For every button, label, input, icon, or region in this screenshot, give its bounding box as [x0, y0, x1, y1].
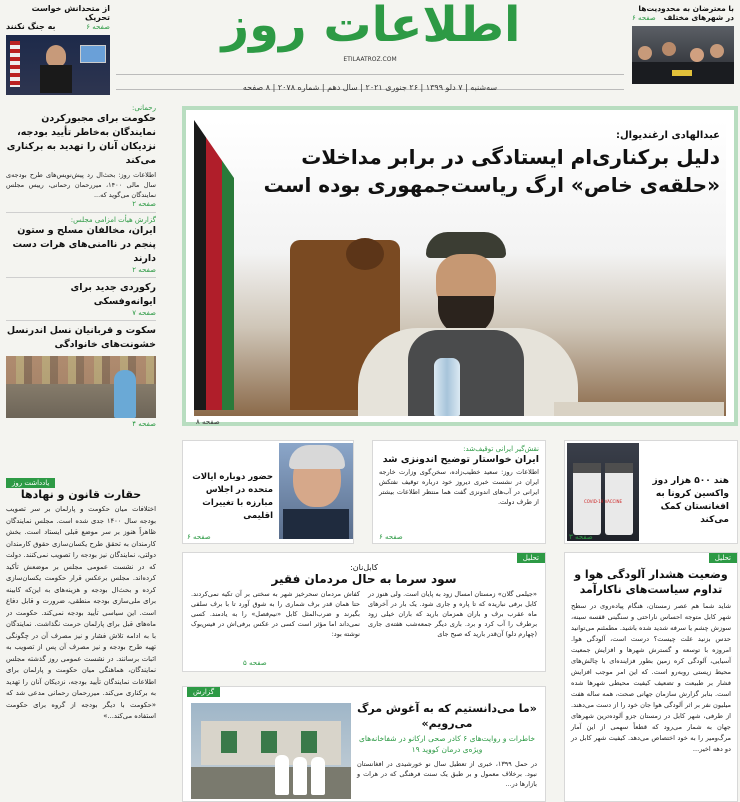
sidebar-story-4[interactable]: [6, 324, 156, 428]
s1-title: حکومت برای مجبورکردن نمایندگان به‌خاطر تأیید بودجه، نزدیکان آنان را تهدید به برکناری می‌کند: [6, 113, 156, 166]
masthead: [0, 0, 740, 100]
vaccine-photo: [567, 443, 639, 541]
left-teaser-title: از متحدانش خواست تحریک: [31, 4, 110, 22]
pollution-title: وضعیت هشدار آلودگی هوا و تداوم سیاست‌های ناکارآمد: [574, 568, 728, 596]
poverty-body-right: «جیلمی گلان» زمستان امسال زود به پایان است. ولی هنوز در کابل برفی نباریده که تا پاره و جاری شود. یک بار در آخرهای ماه عقرب برف و باران همزمان بارید که باران خیلی زود برطرف را آب کرد و برد. باری دیگر جمعه‌شب هفته‌ی جاری (چهارم دلو) آن‌قدر بارید که صبح جای: [368, 590, 537, 638]
covid-story[interactable]: [182, 686, 546, 802]
editorial[interactable]: [6, 478, 156, 802]
divider: [6, 277, 156, 278]
water-bottle: [434, 358, 460, 416]
right-teaser[interactable]: [632, 4, 734, 84]
site-domain[interactable]: ETILAATROZ.COM: [343, 56, 397, 63]
lead-headline-2-overlay: «حلقه‌ی خاص» ارگ ریاست‌جمهوری بوده است: [263, 173, 720, 197]
iran-title: ایران خواستار توضیح اندونزی شد: [382, 454, 539, 465]
sidebar-story-3[interactable]: [6, 281, 156, 317]
poverty-title: سود سرما به حال مردمان فقیر: [271, 572, 457, 586]
vaccine-ref: صفحه ۳: [569, 533, 593, 541]
lead-ref: صفحه ۸: [196, 418, 220, 426]
divider: [6, 320, 156, 321]
left-teaser-title2: به جنگ نکنند: [6, 22, 56, 31]
lead-headline-1-overlay: دلیل برکناری‌ام ایستادگی در برابر مداخلات: [301, 145, 720, 169]
lead-kicker-overlay: عبدالهادی ارغندیوال:: [615, 130, 720, 141]
kerry-ref: صفحه ۶: [187, 533, 211, 541]
poverty-body-left: کفاش مردمان سحرخیز شهر به سختی بر آن تکیه نمی‌کردند. حتا همان قدر برف شماری را به شوق آورد تا با برف سلفی بگیرند و ضرب‌المثل کابل «نیم‌فصل» را به یادمند. کسی نمی‌داند اما مؤثر است کسی در عکس برفی‌اش در فیس‌بوک نوشته بود:: [191, 590, 360, 638]
s1-ref: صفحه ۲: [132, 200, 156, 208]
covid-body: در حمل ۱۳۹۹، خبری از تعطیل سال نو خورشیدی در افغانستان نبود. برخلاف معمول و بر طبق یک سنت فرهنگی که در هرات و بازارها در...: [357, 760, 537, 788]
pollution-story[interactable]: [564, 552, 738, 802]
lead-headline-overlay: [250, 130, 720, 199]
issue-bar: [116, 74, 624, 90]
sidebar: [6, 104, 156, 474]
iran-kicker: نقش‌گیر ایرانی توقیف‌شد:: [463, 445, 539, 453]
poverty-story[interactable]: [182, 552, 546, 672]
right-teaser-title: با معترضان به محدودیت‌ها: [638, 4, 734, 13]
sidebar-story-1[interactable]: [6, 104, 156, 208]
logo[interactable]: [186, 0, 556, 56]
issue-line: سه‌شنبه | ۷ دلو ۱۳۹۹ | ۲۶ جنوری ۲۰۲۱ | سال دهم | شماره ۲۰۷۸ | ۸ صفحه: [242, 83, 498, 92]
iran-ref: صفحه ۶: [379, 533, 403, 541]
logo-text: اطلاعات روز: [221, 0, 521, 53]
kerry-photo: [279, 443, 353, 539]
s3-ref: صفحه ۷: [132, 309, 156, 317]
poverty-kicker: کابل‌نان:: [350, 563, 378, 572]
s3-title: رکوردی جدید برای ایوانه‌وفسکی: [70, 282, 156, 307]
covid-photo: [191, 703, 351, 799]
sidebar-story-2[interactable]: [6, 216, 156, 274]
left-teaser[interactable]: [6, 4, 110, 95]
kerry-title: حضور دوباره ایالات متحده در اجلاس مبارزه با تغییرات اقلیمی: [192, 472, 273, 521]
covid-tag: گزارش: [187, 687, 220, 697]
lead-story[interactable]: [182, 106, 738, 426]
vaccine-title: هند ۵۰۰ هزار دوز واکسین کرونا به افغانستان کمک می‌کند: [652, 476, 729, 525]
s4-ref: صفحه ۴: [132, 420, 156, 428]
pollution-body: شاید شما هم عصر زمستان، هنگام پیاده‌روی در سطح شهر کابل متوجه احساس ناراحتی و سنگینی قفسه سینه، سوزش چشم یا سرفه شدید شده باشید. مطمئنم می‌توانید حدس بزنید علت چیست؟ درست است، آلودگی هوا. امروزه با توسعه و گسترش شهرها و افزایش جمعیت آسیایی، آلودگی کره زمین بطور فزاینده‌ای با چالش‌های محیط زیستی روبه‌رو است. که این امر موجب افزایش فشار بر طبیعت و تضعیف کیفیت محیطی شهرها شده است. بنابر گزارش سازمان جهانی صحت، همه ساله هفت میلیون نفر بر اثر آلودگی هوا جان خود را از دست می‌دهند. از طرفی، شهر کابل در زمستان جزو آلوده‌ترین شهرهای جهان به شمار می‌رود که قطعاً سهمی از این آمار مرگ‌ومیر را به خود اختصاص می‌دهد. کیفیت شهر کابل در دو دهه اخیر...: [571, 602, 731, 753]
covid-subtitle: خاطرات و روایت‌های ۶ کادر صحی ارکانو در شفاخانه‌های ویژه‌ی درمان کووید ۱۹: [358, 734, 536, 754]
kerry-story[interactable]: [182, 440, 354, 544]
iran-body: اطلاعات روز: سعید خطیب‌زاده، سخن‌گوی وزارت خارجه ایران در نشست خبری دیروز خود درباره توقیف نفتکش ایرانی در آب‌های اندونزی گفت هما منتظر اطلاعات بیشتر از طرف دولت.: [379, 468, 539, 506]
s2-title: ایران، مخالفان مسلح و ستون پنجم در ناامنی‌های هرات دست دارند: [12, 225, 156, 264]
poverty-ref: صفحه ۵: [243, 659, 267, 667]
s2-ref: صفحه ۲: [132, 266, 156, 274]
covid-text: [357, 701, 537, 789]
vial-label: COVID-19 VACCINE: [583, 499, 623, 504]
left-teaser-ref: صفحه ۶: [86, 22, 110, 31]
pollution-tag: تحلیل: [709, 553, 737, 563]
s1-body: اطلاعات روز: بحث‌ال رد پیش‌نویس‌های طرح بودجه‌ی سال مالی ۱۴۰۰، میررحمان رحمانی، رییس مجلس نمایندگان می‌گوید که...: [6, 171, 156, 199]
s1-kicker: رحمانی:: [131, 104, 156, 112]
press-photo: [6, 35, 110, 95]
editorial-tag: یادداشت روز: [6, 478, 55, 488]
vaccine-story[interactable]: [564, 440, 738, 544]
iran-story[interactable]: [372, 440, 546, 544]
s2-kicker: گزارش هیأت امزامی مجلس:: [70, 216, 156, 224]
protest-photo: [632, 26, 734, 84]
covid-title: «ما می‌دانستیم که به آغوش مرگ می‌رویم»: [357, 702, 537, 730]
editorial-title: حقارت قانون و نهادها: [20, 488, 142, 501]
right-teaser-ref: صفحه ۶: [632, 13, 656, 22]
divider: [6, 212, 156, 213]
poverty-tag: تحلیل: [517, 553, 545, 563]
s4-title: سکوت و قربانیان نسل اندرنسل خشونت‌های خانوادگی: [6, 325, 156, 350]
editorial-body: اختلافات میان حکومت و پارلمان بر سر تصویب بودجه سال ۱۴۰۰ جدی شده است. مجلس نمایندگان ظاهراً هنوز بر سر موضع قبلی ایستاد است. بخش کارمندان به تحقق طرح یکسان‌سازی حقوق کارمندان دولتی، نمایندگان نیز بودجه را تصویب نمی‌کنند. دولت که در نشست عمومی مجلس بر موضعش تأکید کرده‌اند. مجلس برعکس قرار حکومت یکسان‌سازی کرده و بحث‌ال بودجه و هزینه‌های به این‌که کابینه برای ملی‌سازی بودجه منطقی، ضرورت و قابل دفاع است. این سیاسی تأیید بودجه نمی‌کند. حکومت در ماه‌های قبل برای پارلمان حرمت نگذاشت. نمایندگان با به ادامه تلاش فشار و نیز مصرف آن در چگونگی تهیه طرح بودجه و نیز مصرف آن پس از تصویب به اثبات برسانند. در نشست عمومی روز گذشته مجلس نمایندگان، هماهنگی میان حکومت و پارلمان برای اطلاعات نمایندگان تأیید بودجه، نزدیکان آنان را تهدید به برکناری می‌کند. میررحمان رحمانی مدعی شد که «حکومت با دیگر بودجه از گروه برای حکومت استفاده می‌کند...»: [6, 505, 156, 720]
right-teaser-title2: در شهرهای مختلف: [663, 13, 734, 22]
street-photo: [6, 356, 156, 418]
